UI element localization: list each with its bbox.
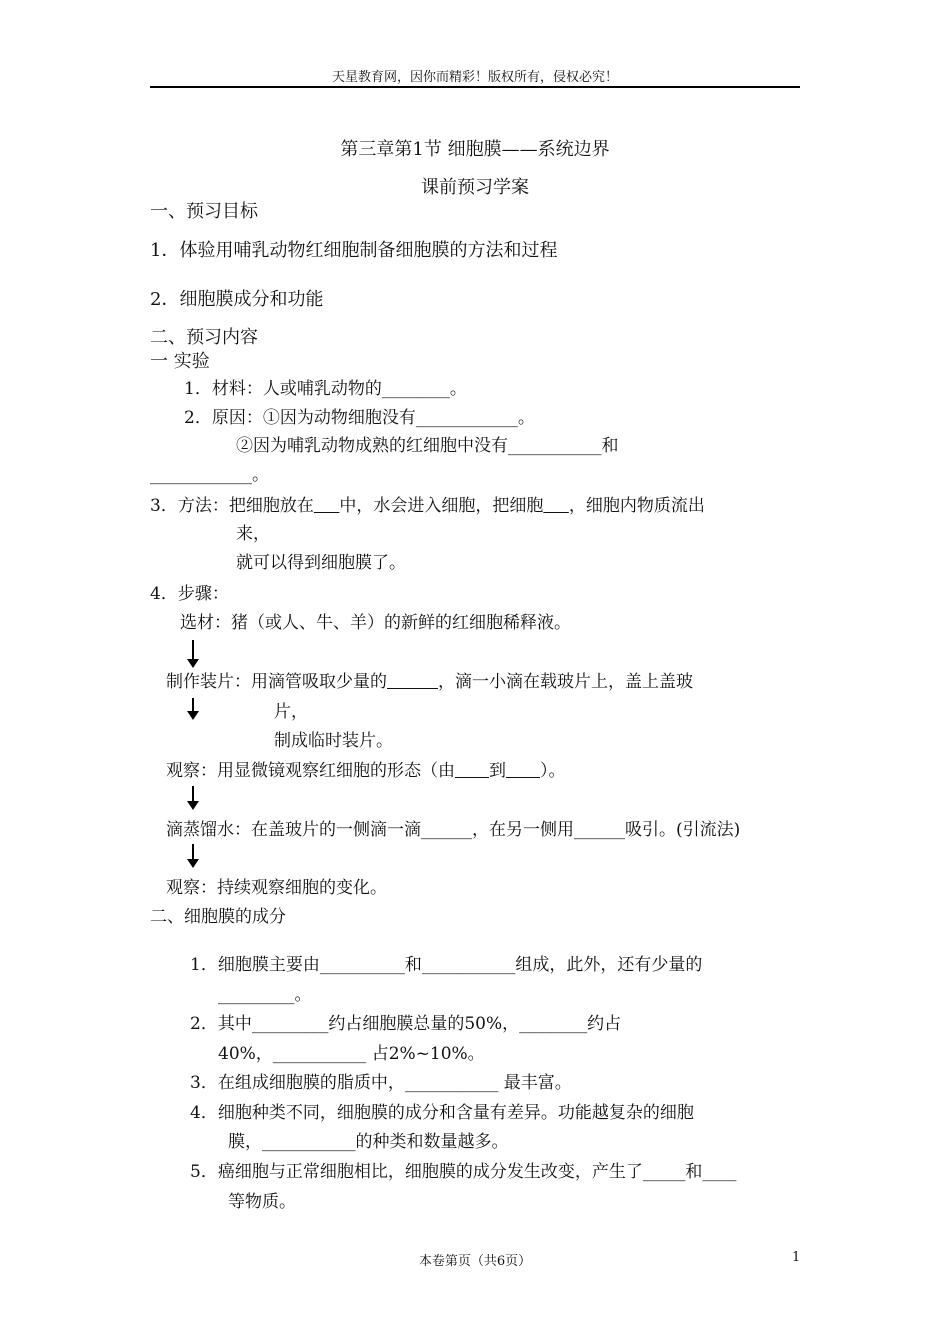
experiment-reason-1: 2．原因：①因为动物细胞没有____________。 — [184, 408, 535, 428]
document-subtitle: 课前预习学案 — [421, 177, 529, 198]
method-blank-1 — [314, 496, 340, 516]
section-heading-goals: 一、预习目标 — [150, 201, 258, 222]
step-make-slide-text-a: 制作装片：用滴管吸取少量的 — [166, 672, 387, 692]
step-observe-1 — [166, 759, 566, 783]
component-item-5-cont: 等物质。 — [228, 1192, 296, 1212]
steps-heading: 4．步骤： — [150, 584, 229, 604]
step-observe-2: 观察：持续观察细胞的变化。 — [166, 878, 387, 898]
method-blank-2 — [543, 496, 569, 516]
method-text-c: ，细胞内物质流出 — [568, 496, 705, 516]
method-text-a: 3．方法：把细胞放在 — [150, 496, 314, 516]
step-observe-text-b: 到 — [489, 761, 506, 781]
component-item-2-cont: 40%，___________ 占2%~10%。 — [218, 1044, 485, 1064]
method-line-3: 就可以得到细胞膜了。 — [236, 553, 406, 573]
step-make-slide-cont: 片， — [274, 702, 308, 722]
goal-item-2: 2．细胞膜成分和功能 — [150, 289, 324, 310]
step-observe-text-c: ）。 — [540, 761, 566, 781]
down-arrow-icon — [192, 786, 194, 802]
header-rule — [150, 86, 800, 88]
section-heading-components: 二、细胞膜的成分 — [150, 907, 286, 927]
step-make-slide-cont-2: 制成临时装片。 — [274, 731, 393, 751]
experiment-heading: 一 实验 — [150, 351, 210, 372]
step-make-slide-text-b: ，滴一小滴在载玻片上，盖上盖玻 — [438, 672, 693, 692]
method-text-b: 中，水会进入细胞，把细胞 — [339, 496, 544, 516]
page-footer: 本卷第页（共6页） — [418, 1254, 532, 1269]
component-item-1: 1．细胞膜主要由__________和___________组成，此外，还有少量的 — [190, 955, 703, 975]
component-item-1-cont: _________。 — [218, 985, 312, 1005]
experiment-material: 1．材料：人或哺乳动物的________。 — [184, 379, 467, 399]
component-item-4-cont: 膜，___________的种类和数量越多。 — [228, 1132, 509, 1152]
component-item-5: 5．癌细胞与正常细胞相比，细胞膜的成分发生改变，产生了_____和____ — [190, 1162, 737, 1182]
goal-item-1: 1．体验用哺乳动物红细胞制备细胞膜的方法和过程 — [150, 240, 558, 261]
page-number: 1 — [792, 1250, 801, 1265]
component-item-2: 2．其中_________约占细胞膜总量的50%，________约占 — [190, 1014, 622, 1034]
step-make-slide — [166, 670, 693, 694]
component-item-4: 4．细胞种类不同，细胞膜的成分和含量有差异。功能越复杂的细胞 — [190, 1103, 694, 1123]
method-line-2: 来， — [236, 524, 270, 544]
method-line-1 — [150, 494, 705, 518]
step-observe-text-a: 观察：用显微镜观察红细胞的形态（由 — [166, 761, 455, 781]
down-arrow-icon — [192, 844, 194, 860]
down-arrow-icon — [192, 698, 194, 712]
experiment-reason-2: ②因为哺乳动物成熟的红细胞中没有___________和 — [236, 436, 619, 456]
step-observe-blank-2 — [506, 761, 540, 781]
down-arrow-icon — [192, 640, 194, 660]
component-item-3: 3．在组成细胞膜的脂质中，___________ 最丰富。 — [190, 1073, 572, 1093]
section-heading-content: 二、预习内容 — [150, 327, 258, 348]
page-header: 天星教育网，因你而精彩！版权所有，侵权必究！ — [331, 70, 618, 85]
step-make-slide-blank — [387, 672, 438, 692]
step-observe-blank-1 — [455, 761, 489, 781]
step-select-material: 选材：猪（或人、牛、羊）的新鲜的红细胞稀释液。 — [180, 613, 571, 633]
step-add-water: 滴蒸馏水：在盖玻片的一侧滴一滴______，在另一侧用______吸引。(引流法) — [166, 820, 741, 840]
document-title: 第三章第1节 细胞膜——系统边界 — [340, 139, 610, 160]
experiment-reason-2-cont: ____________。 — [150, 465, 269, 485]
